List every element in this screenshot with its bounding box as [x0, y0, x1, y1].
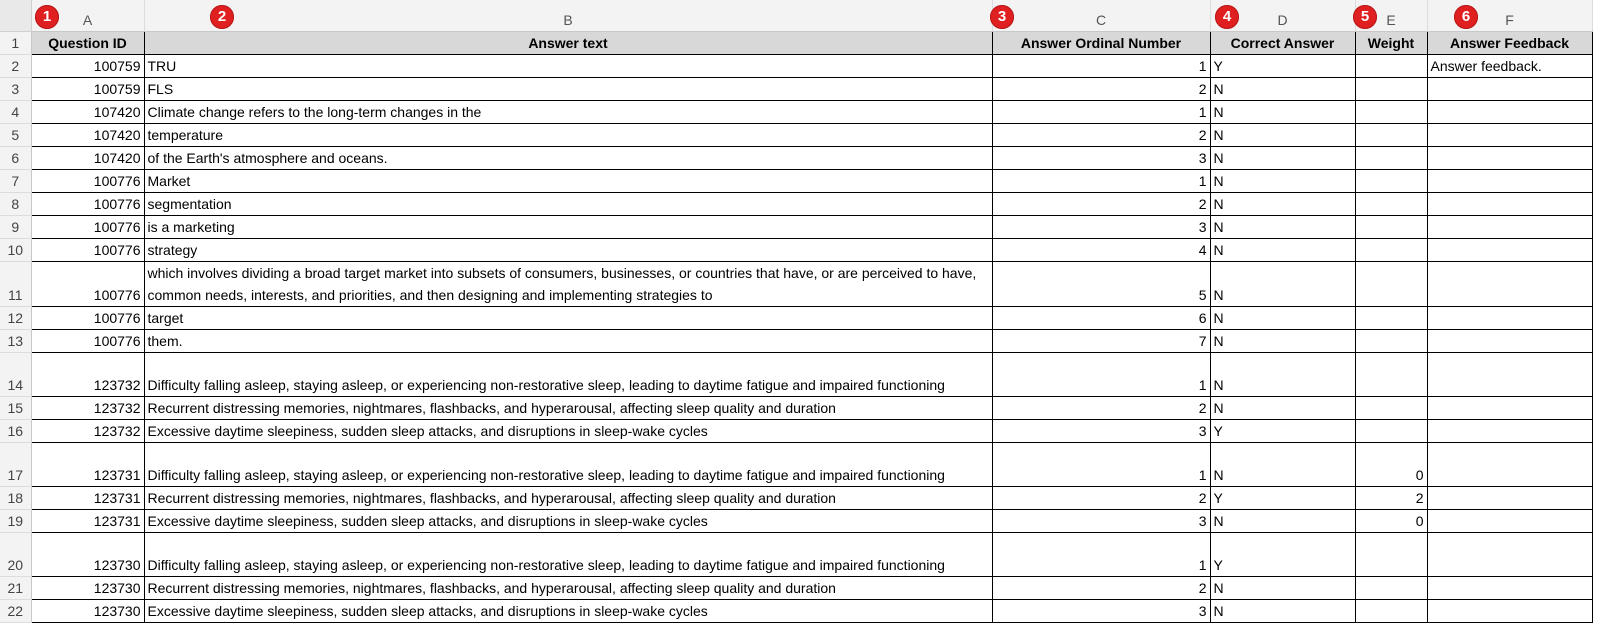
- cell-correct-answer[interactable]: N: [1210, 262, 1355, 307]
- cell-answer-ordinal[interactable]: 2: [992, 124, 1210, 147]
- cell-answer-text[interactable]: segmentation: [144, 193, 992, 216]
- row-header[interactable]: 5: [0, 124, 31, 147]
- cell-answer-text[interactable]: Difficulty falling asleep, staying asleep, or experiencing non-restorative sleep, leading to daytime fatigue and impaired functioning: [144, 443, 992, 487]
- table-row: [0, 170, 1592, 193]
- header-cell-answer-feedback[interactable]: Answer Feedback: [1427, 32, 1592, 55]
- cell-question-id[interactable]: 100776: [31, 307, 144, 330]
- annotation-badge-6: 6: [1454, 5, 1478, 29]
- table-row: [0, 577, 1592, 600]
- cell-answer-feedback[interactable]: [1427, 487, 1592, 510]
- cell-question-id[interactable]: 123730: [31, 533, 144, 577]
- cell-correct-answer[interactable]: Y: [1210, 55, 1355, 78]
- row-header[interactable]: 9: [0, 216, 31, 239]
- cell-answer-ordinal[interactable]: 7: [992, 330, 1210, 353]
- cell-weight[interactable]: [1355, 216, 1427, 239]
- cell-answer-feedback[interactable]: [1427, 600, 1592, 623]
- cell-weight[interactable]: [1355, 420, 1427, 443]
- cell-correct-answer[interactable]: N: [1210, 510, 1355, 533]
- cell-answer-feedback[interactable]: [1427, 397, 1592, 420]
- cell-answer-ordinal[interactable]: 2: [992, 193, 1210, 216]
- table-row: [0, 101, 1592, 124]
- cell-answer-ordinal[interactable]: 6: [992, 307, 1210, 330]
- cell-weight[interactable]: [1355, 577, 1427, 600]
- cell-weight[interactable]: [1355, 78, 1427, 101]
- row-header[interactable]: 11: [0, 262, 31, 307]
- cell-correct-answer[interactable]: N: [1210, 170, 1355, 193]
- header-cell-answer-text[interactable]: Answer text: [144, 32, 992, 55]
- cell-answer-feedback[interactable]: [1427, 124, 1592, 147]
- cell-correct-answer[interactable]: N: [1210, 600, 1355, 623]
- row-header[interactable]: 8: [0, 193, 31, 216]
- cell-answer-text[interactable]: temperature: [144, 124, 992, 147]
- cell-answer-text[interactable]: Excessive daytime sleepiness, sudden sleep attacks, and disruptions in sleep-wake cycles: [144, 420, 992, 443]
- row-header[interactable]: 6: [0, 147, 31, 170]
- cell-question-id[interactable]: 123732: [31, 353, 144, 397]
- cell-weight[interactable]: [1355, 170, 1427, 193]
- row-header[interactable]: 12: [0, 307, 31, 330]
- cell-question-id[interactable]: 100776: [31, 239, 144, 262]
- cell-question-id[interactable]: 100776: [31, 170, 144, 193]
- cell-answer-feedback[interactable]: [1427, 216, 1592, 239]
- cell-answer-text[interactable]: FLS: [144, 78, 992, 101]
- cell-correct-answer[interactable]: N: [1210, 239, 1355, 262]
- column-letter: F: [1505, 12, 1514, 28]
- cell-correct-answer[interactable]: N: [1210, 78, 1355, 101]
- column-header-b[interactable]: [144, 0, 992, 32]
- cell-answer-feedback[interactable]: [1427, 239, 1592, 262]
- table-row: [0, 147, 1592, 170]
- row-header[interactable]: 13: [0, 330, 31, 353]
- cell-answer-feedback[interactable]: [1427, 147, 1592, 170]
- table-row: [0, 533, 1592, 577]
- cell-weight[interactable]: 0: [1355, 443, 1427, 487]
- column-letter: A: [82, 12, 93, 28]
- cell-answer-ordinal[interactable]: 2: [992, 397, 1210, 420]
- cell-answer-ordinal[interactable]: 5: [992, 262, 1210, 307]
- cell-answer-text[interactable]: which involves dividing a broad target market into subsets of consumers, businesses, or countries that have, or are perceived to have, common needs, interests, and priorities, and then designing and implementing strategies to: [144, 262, 992, 307]
- cell-correct-answer[interactable]: N: [1210, 124, 1355, 147]
- cell-weight[interactable]: [1355, 101, 1427, 124]
- cell-answer-ordinal[interactable]: 1: [992, 443, 1210, 487]
- annotation-badge-2: 2: [210, 5, 234, 29]
- cell-correct-answer[interactable]: N: [1210, 193, 1355, 216]
- cell-answer-ordinal[interactable]: 1: [992, 101, 1210, 124]
- cell-answer-text[interactable]: Difficulty falling asleep, staying asleep, or experiencing non-restorative sleep, leading to daytime fatigue and impaired functioning: [144, 353, 992, 397]
- cell-answer-text[interactable]: Recurrent distressing memories, nightmares, flashbacks, and hyperarousal, affecting sleep quality and duration: [144, 487, 992, 510]
- cell-answer-ordinal[interactable]: 3: [992, 600, 1210, 623]
- table-row: [0, 124, 1592, 147]
- cell-answer-feedback[interactable]: [1427, 170, 1592, 193]
- cell-answer-ordinal[interactable]: 1: [992, 55, 1210, 78]
- cell-correct-answer[interactable]: N: [1210, 577, 1355, 600]
- row-header[interactable]: 19: [0, 510, 31, 533]
- cell-answer-feedback[interactable]: [1427, 533, 1592, 577]
- row-header[interactable]: 22: [0, 600, 31, 623]
- row-header[interactable]: 17: [0, 443, 31, 487]
- cell-weight[interactable]: [1355, 600, 1427, 623]
- cell-answer-feedback[interactable]: [1427, 443, 1592, 487]
- cell-weight[interactable]: [1355, 262, 1427, 307]
- cell-answer-text[interactable]: of the Earth's atmosphere and oceans.: [144, 147, 992, 170]
- table-row: [0, 55, 1592, 78]
- cell-answer-feedback[interactable]: [1427, 193, 1592, 216]
- cell-answer-feedback[interactable]: [1427, 353, 1592, 397]
- header-cell-correct-answer[interactable]: Correct Answer: [1210, 32, 1355, 55]
- cell-question-id[interactable]: 107420: [31, 147, 144, 170]
- cell-answer-text[interactable]: strategy: [144, 239, 992, 262]
- cell-weight[interactable]: [1355, 239, 1427, 262]
- cell-weight[interactable]: [1355, 397, 1427, 420]
- row-header[interactable]: 20: [0, 533, 31, 577]
- cell-correct-answer[interactable]: N: [1210, 397, 1355, 420]
- row-header[interactable]: 16: [0, 420, 31, 443]
- table-row: [0, 262, 1592, 307]
- cell-answer-text[interactable]: Recurrent distressing memories, nightmares, flashbacks, and hyperarousal, affecting sleep quality and duration: [144, 397, 992, 420]
- cell-answer-text[interactable]: Difficulty falling asleep, staying asleep, or experiencing non-restorative sleep, leading to daytime fatigue and impaired functioning: [144, 533, 992, 577]
- cell-question-id[interactable]: 123732: [31, 420, 144, 443]
- cell-question-id[interactable]: 123730: [31, 600, 144, 623]
- cell-correct-answer[interactable]: N: [1210, 216, 1355, 239]
- cell-question-id[interactable]: 100776: [31, 216, 144, 239]
- cell-answer-text[interactable]: Excessive daytime sleepiness, sudden sleep attacks, and disruptions in sleep-wake cycles: [144, 510, 992, 533]
- table-row: [0, 443, 1592, 487]
- column-letter: D: [1277, 12, 1288, 28]
- cell-answer-feedback[interactable]: [1427, 307, 1592, 330]
- cell-answer-text[interactable]: is a marketing: [144, 216, 992, 239]
- cell-correct-answer[interactable]: N: [1210, 147, 1355, 170]
- cell-question-id[interactable]: 107420: [31, 124, 144, 147]
- header-cell-question-id[interactable]: Question ID: [31, 32, 144, 55]
- cell-question-id[interactable]: 100759: [31, 55, 144, 78]
- cell-answer-feedback[interactable]: [1427, 78, 1592, 101]
- cell-correct-answer[interactable]: Y: [1210, 420, 1355, 443]
- select-all-corner[interactable]: [0, 0, 31, 32]
- table-row: [0, 239, 1592, 262]
- cell-answer-ordinal[interactable]: 3: [992, 510, 1210, 533]
- cell-answer-ordinal[interactable]: 2: [992, 487, 1210, 510]
- column-letter: E: [1386, 12, 1396, 28]
- cell-answer-feedback[interactable]: [1427, 510, 1592, 533]
- cell-weight[interactable]: [1355, 330, 1427, 353]
- table-row: [0, 353, 1592, 397]
- cell-question-id[interactable]: 123731: [31, 487, 144, 510]
- cell-correct-answer[interactable]: N: [1210, 353, 1355, 397]
- cell-answer-text[interactable]: TRU: [144, 55, 992, 78]
- cell-question-id[interactable]: 100776: [31, 330, 144, 353]
- row-header[interactable]: 3: [0, 78, 31, 101]
- cell-weight[interactable]: [1355, 307, 1427, 330]
- table-row: [0, 487, 1592, 510]
- cell-weight[interactable]: [1355, 533, 1427, 577]
- cell-correct-answer[interactable]: Y: [1210, 533, 1355, 577]
- cell-answer-feedback[interactable]: [1427, 101, 1592, 124]
- column-header-f[interactable]: [1427, 0, 1592, 32]
- row-header[interactable]: 4: [0, 101, 31, 124]
- cell-answer-ordinal[interactable]: 3: [992, 420, 1210, 443]
- cell-answer-ordinal[interactable]: 2: [992, 78, 1210, 101]
- row-header[interactable]: 21: [0, 577, 31, 600]
- annotation-badge-3: 3: [990, 5, 1014, 29]
- cell-weight[interactable]: [1355, 55, 1427, 78]
- cell-correct-answer[interactable]: N: [1210, 443, 1355, 487]
- cell-weight[interactable]: 2: [1355, 487, 1427, 510]
- cell-answer-text[interactable]: Climate change refers to the long-term changes in the: [144, 101, 992, 124]
- annotation-badge-4: 4: [1215, 5, 1239, 29]
- cell-answer-text[interactable]: them.: [144, 330, 992, 353]
- row-header[interactable]: 10: [0, 239, 31, 262]
- annotation-badge-1: 1: [35, 5, 59, 29]
- column-letter: B: [563, 12, 573, 28]
- cell-answer-ordinal[interactable]: 1: [992, 533, 1210, 577]
- header-cell-answer-ordinal[interactable]: Answer Ordinal Number: [992, 32, 1210, 55]
- cell-correct-answer[interactable]: N: [1210, 101, 1355, 124]
- cell-answer-ordinal[interactable]: 3: [992, 147, 1210, 170]
- row-header[interactable]: 15: [0, 397, 31, 420]
- cell-answer-feedback[interactable]: [1427, 577, 1592, 600]
- cell-answer-feedback[interactable]: [1427, 330, 1592, 353]
- cell-answer-feedback[interactable]: [1427, 420, 1592, 443]
- row-header[interactable]: 18: [0, 487, 31, 510]
- header-cell-weight[interactable]: Weight: [1355, 32, 1427, 55]
- cell-answer-text[interactable]: Excessive daytime sleepiness, sudden sleep attacks, and disruptions in sleep-wake cycles: [144, 600, 992, 623]
- cell-weight[interactable]: [1355, 124, 1427, 147]
- table-row: [0, 510, 1592, 533]
- cell-answer-feedback[interactable]: [1427, 262, 1592, 307]
- table-row: [0, 193, 1592, 216]
- cell-correct-answer[interactable]: Y: [1210, 487, 1355, 510]
- cell-answer-ordinal[interactable]: 1: [992, 170, 1210, 193]
- table-row: [0, 78, 1592, 101]
- column-header-c[interactable]: [992, 0, 1210, 32]
- row-header[interactable]: 2: [0, 55, 31, 78]
- cell-answer-ordinal[interactable]: 3: [992, 216, 1210, 239]
- table-row: [0, 397, 1592, 420]
- cell-question-id[interactable]: 100776: [31, 262, 144, 307]
- table-row: [0, 216, 1592, 239]
- cell-answer-ordinal[interactable]: 1: [992, 353, 1210, 397]
- cell-weight[interactable]: [1355, 193, 1427, 216]
- cell-correct-answer[interactable]: N: [1210, 330, 1355, 353]
- column-letter: C: [1095, 12, 1107, 28]
- cell-question-id[interactable]: 123730: [31, 577, 144, 600]
- cell-question-id[interactable]: 123731: [31, 443, 144, 487]
- row-header[interactable]: 1: [0, 32, 31, 55]
- cell-answer-feedback[interactable]: Answer feedback.: [1427, 55, 1592, 78]
- cell-answer-ordinal[interactable]: 2: [992, 577, 1210, 600]
- cell-answer-text[interactable]: Recurrent distressing memories, nightmares, flashbacks, and hyperarousal, affecting sleep quality and duration: [144, 577, 992, 600]
- cell-correct-answer[interactable]: N: [1210, 307, 1355, 330]
- cell-question-id[interactable]: 100759: [31, 78, 144, 101]
- row-header[interactable]: 7: [0, 170, 31, 193]
- cell-answer-ordinal[interactable]: 4: [992, 239, 1210, 262]
- cell-weight[interactable]: [1355, 147, 1427, 170]
- cell-question-id[interactable]: 123731: [31, 510, 144, 533]
- cell-question-id[interactable]: 100776: [31, 193, 144, 216]
- table-row: [0, 307, 1592, 330]
- table-row: [0, 330, 1592, 353]
- cell-answer-text[interactable]: Market: [144, 170, 992, 193]
- cell-weight[interactable]: 0: [1355, 510, 1427, 533]
- cell-weight[interactable]: [1355, 353, 1427, 397]
- annotation-badge-5: 5: [1353, 5, 1377, 29]
- table-row: [0, 420, 1592, 443]
- cell-answer-text[interactable]: target: [144, 307, 992, 330]
- cell-question-id[interactable]: 123732: [31, 397, 144, 420]
- cell-question-id[interactable]: 107420: [31, 101, 144, 124]
- table-row: [0, 600, 1592, 623]
- row-header[interactable]: 14: [0, 353, 31, 397]
